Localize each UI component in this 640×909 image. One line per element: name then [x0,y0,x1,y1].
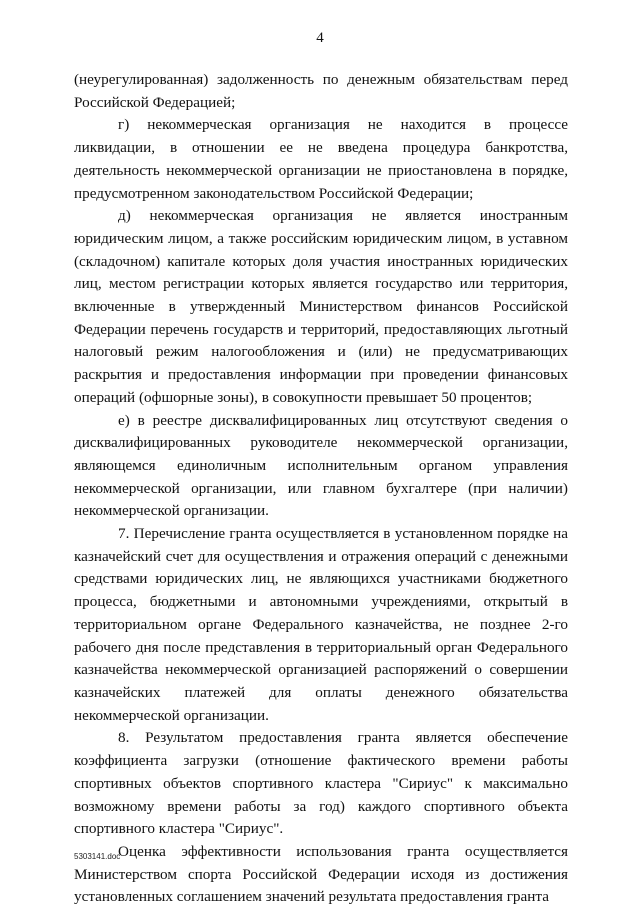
paragraph-debt-continuation: (неурегулированная) задолженность по денежным обязательствам перед Российской Федерацией; [74,71,568,111]
paragraph-item-d-foreign-entity: д) некоммерческая организация не является иностранным юридическим лицом, а также российским юридическим лицом, в уставном (складочном) капитале которых доля участия иностранных юридических лиц, местом регистрации которых является государство или территория, включенные в утвержденный Министерством финансов Российской Федерации перечень государств и территорий, предоставляющих льготный налоговый режим налогообложения и (или) не предусматривающих раскрытия и предоставления информации при проведении финансовых операций (офшорные зоны), в совокупности превышает 50 процентов; [74,207,568,406]
paragraph-item-g-liquidation: г) некоммерческая организация не находится в процессе ликвидации, в отношении ее не введена процедура банкротства, деятельность некоммерческой организации не приостановлена в порядке, предусмотренном законодательством Российской Федерации; [74,116,568,202]
paragraph-7-grant-transfer: 7. Перечисление гранта осуществляется в установленном порядке на казначейский счет для осуществления и отражения операций с денежными средствами юридических лиц, не являющихся участниками бюджетного процесса, бюджетными и автономными учреждениями, открытый в территориальном органе Федерального казначейства, не позднее 2-го рабочего дня после представления в территориальный орган Федерального казначейства некоммерческой организацией распоряжений о совершении казначейских платежей для оплаты денежного обязательства некоммерческой организации. [74,525,568,724]
page-number: 4 [316,30,324,46]
document-body [74,69,568,909]
paragraph-8-grant-result: 8. Результатом предоставления гранта является обеспечение коэффициента загрузки (отношение фактического времени работы спортивных объектов спортивного кластера "Сириус" к максимально возможному времени работы за год) каждого спортивного объекта спортивного кластера "Сириус". [74,729,568,838]
paragraph-item-e-disqualified-persons: е) в реестре дисквалифицированных лиц отсутствуют сведения о дисквалифицированных руководителе некоммерческой организации, являющемся единоличным исполнительным органом управления некоммерческой организации, или главном бухгалтере (при наличии) некоммерческой организации. [74,411,568,520]
paragraph-efficiency-evaluation: Оценка эффективности использования гранта осуществляется Министерством спорта Российской Федерации исходя из достижения установленных соглашением значений результата предоставления гранта [74,842,568,906]
footer-file-name: 5303141.doc [74,852,121,861]
